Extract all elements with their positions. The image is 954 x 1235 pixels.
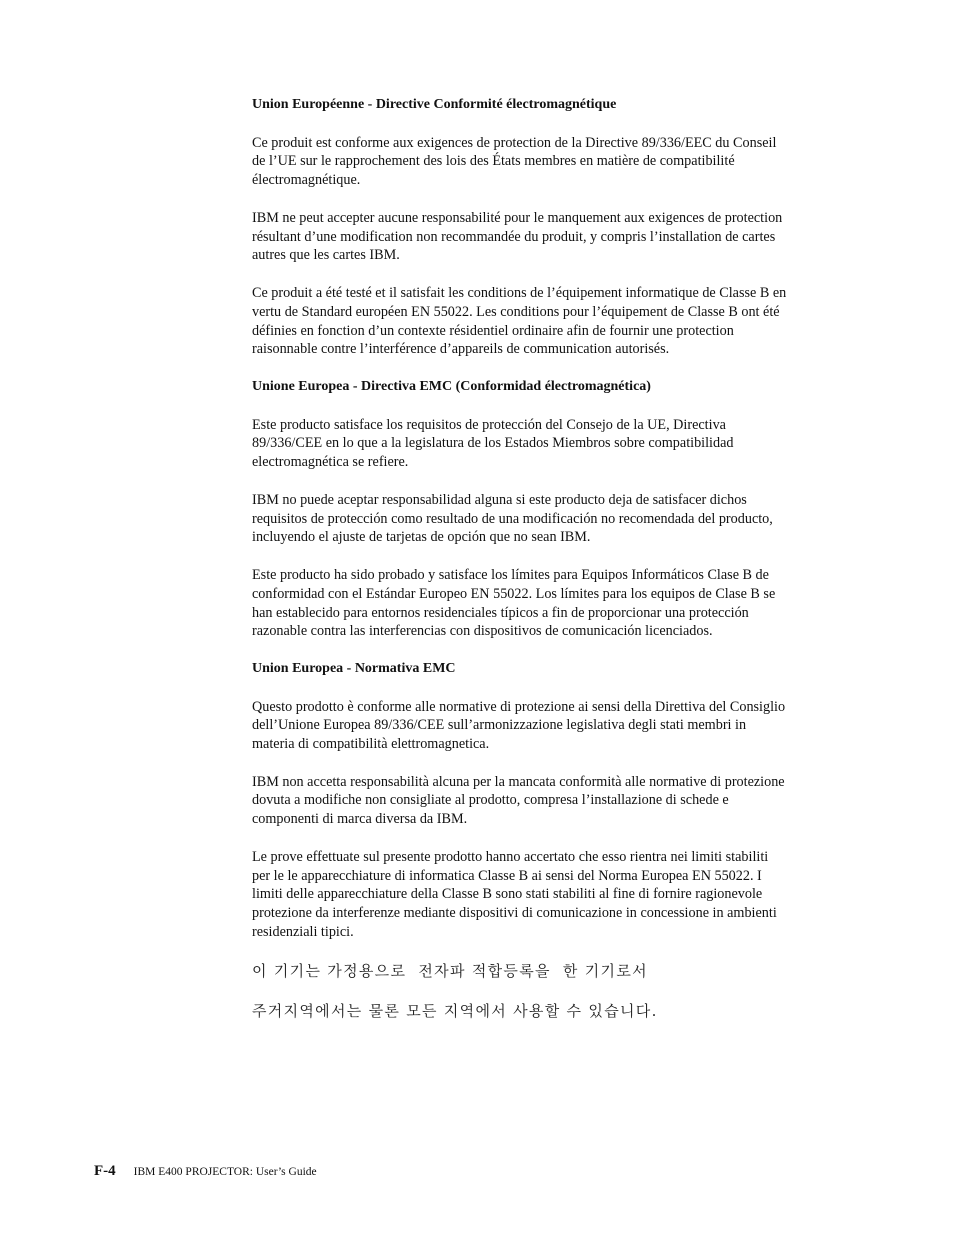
paragraph-line: de l’UE sur le rapprochement des lois des États membres en matière de compatibilité bbox=[252, 153, 735, 170]
paragraph-line: protezione da interferenze mediante dispositivi di comunicazione in concessione in ambienti bbox=[252, 905, 777, 922]
page-content bbox=[252, 96, 844, 1022]
paragraph-line: residenziali tipici. bbox=[252, 924, 354, 941]
body-paragraph bbox=[252, 284, 844, 359]
body-paragraph bbox=[252, 698, 844, 754]
paragraph-line: Ce produit a été testé et il satisfait les conditions de l’équipement informatique de Classe B en bbox=[252, 284, 787, 301]
paragraph-line: vertu de Standard européen EN 55022. Les conditions pour l’équipement de Classe B ont été bbox=[252, 303, 780, 320]
document-title: IBM E400 PROJECTOR: User’s Guide bbox=[133, 1166, 317, 1178]
korean-notice-line: 주거지역에서는 물론 모든 지역에서 사용할 수 있습니다. bbox=[252, 1001, 658, 1020]
paragraph-line: han establecido para entornos residenciales típicos a fin de proporcionar una protección bbox=[252, 604, 749, 621]
korean-notice-line: 이 기기는 가정용으로 전자파 적합등록을 한 기기로서 bbox=[252, 961, 648, 980]
body-paragraph bbox=[252, 209, 844, 265]
paragraph-line: dell’Unione Europea 89/336/CEE sull’armonizzazione legislativa degli stati membri in bbox=[252, 717, 747, 734]
paragraph-line: electromagnética se refiere. bbox=[252, 454, 409, 471]
page-footer bbox=[94, 1162, 317, 1180]
paragraph-line: autres que les cartes IBM. bbox=[252, 247, 400, 264]
paragraph-line: conformidad con el Estándar Europeo EN 55022. Los límites para los equipos de Clase B se bbox=[252, 585, 776, 602]
section-heading: Union Europea - Normativa EMC bbox=[252, 660, 456, 676]
body-paragraph bbox=[252, 848, 844, 942]
body-paragraph bbox=[252, 134, 844, 190]
body-paragraph bbox=[252, 566, 844, 641]
paragraph-line: razonable contra las interferencias con dispositivos de comunicación licenciados. bbox=[252, 623, 713, 640]
paragraph-line: IBM non accetta responsabilità alcuna per la mancata conformità alle normative di protezione bbox=[252, 773, 785, 790]
paragraph-line: Ce produit est conforme aux exigences de protection de la Directive 89/336/EEC du Conseil bbox=[252, 134, 777, 151]
paragraph-line: IBM no puede aceptar responsabilidad alguna si este producto deja de satisfacer dichos bbox=[252, 491, 747, 508]
paragraph-line: 89/336/CEE en lo que a la legislatura de los Estados Miembros sobre compatibilidad bbox=[252, 435, 734, 452]
page-number: F-4 bbox=[94, 1163, 116, 1179]
paragraph-line: raisonnable contre l’interférence d’appareils de communication autorisés. bbox=[252, 341, 670, 358]
section-heading: Unione Europea - Directiva EMC (Conformidad électromagnética) bbox=[252, 378, 651, 394]
body-paragraph bbox=[252, 773, 844, 829]
paragraph-line: Este producto ha sido probado y satisface los límites para Equipos Informáticos Clase B de bbox=[252, 566, 769, 583]
paragraph-line: incluyendo el ajuste de tarjetas de opción que no sean IBM. bbox=[252, 529, 591, 546]
paragraph-line: dovuta a modifiche non consigliate al prodotto, compresa l’installazione di schede e bbox=[252, 792, 729, 809]
paragraph-line: Este producto satisface los requisitos de protección del Consejo de la UE, Directiva bbox=[252, 416, 726, 433]
paragraph-line: Questo prodotto è conforme alle normative di protezione ai sensi della Direttiva del Consiglio bbox=[252, 698, 786, 715]
body-paragraph bbox=[252, 491, 844, 547]
paragraph-line: IBM ne peut accepter aucune responsabilité pour le manquement aux exigences de protection bbox=[252, 209, 783, 226]
paragraph-line: Le prove effettuate sul presente prodotto hanno accertato che esso rientra nei limiti stabiliti bbox=[252, 848, 769, 865]
korean-emc-notice bbox=[252, 961, 844, 1022]
paragraph-line: résultant d’une modification non recommandée du produit, y compris l’installation de cartes bbox=[252, 228, 776, 245]
body-paragraph bbox=[252, 416, 844, 472]
paragraph-line: limiti delle apparecchiature della Classe B sono stati stabiliti al fine di fornire ragionevole bbox=[252, 886, 763, 903]
paragraph-line: per le le apparecchiature di informatica Classe B ai sensi del Norma Europea EN 55022. I bbox=[252, 867, 762, 884]
paragraph-line: électromagnétique. bbox=[252, 172, 361, 189]
paragraph-line: materia di compatibilità elettromagnetica. bbox=[252, 736, 490, 753]
paragraph-line: requisitos de protección como resultado de una modificación no recomendada del producto, bbox=[252, 510, 773, 527]
paragraph-line: componenti di marca diversa da IBM. bbox=[252, 811, 468, 828]
paragraph-line: définies en fonction d’un contexte résidentiel ordinaire afin de fournir une protection bbox=[252, 322, 734, 339]
section-heading: Union Européenne - Directive Conformité électromagnétique bbox=[252, 97, 617, 112]
